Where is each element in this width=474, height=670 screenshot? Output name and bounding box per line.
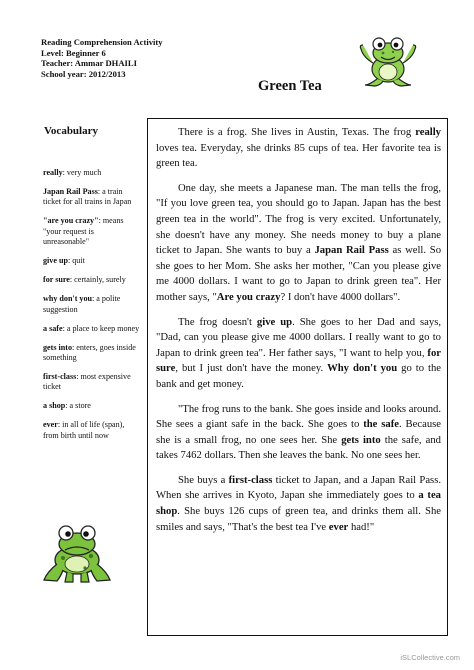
story-text: loves tea. Everyday, she drinks 85 cups of tea. Her favorite tea is green tea. bbox=[156, 142, 441, 170]
vocab-term: first-class bbox=[43, 372, 77, 382]
story-text: The frog doesn't bbox=[178, 316, 257, 328]
story-text: One day, she meets a Japanese man. The man tells the frog, "If you love green tea, you should go to Japan. Japan has the best green tea in the world". The frog is very excited. Unfortunately, she doesn't have any money. She needs money to buy a plane ticket to Japan. She wants to buy a bbox=[156, 182, 441, 257]
story-text: . She goes to her Dad and says, "Dad, can you please give me 4000 dollars. I really want to go to Japan to drink green tea". Her father says, "I want to help you, bbox=[156, 316, 441, 359]
story-text: . She buys 126 cups of green tea, and drinks them all. She smiles and says, "That's the best tea I've bbox=[156, 506, 441, 533]
vocab-definition: : in all of life (span), from birth until now bbox=[43, 420, 125, 440]
vocab-definition: : a store bbox=[65, 401, 91, 411]
story-paragraph-5 bbox=[156, 473, 441, 535]
story-text: had!" bbox=[348, 521, 375, 533]
story-text: ticket to Japan, and a Japan Rail Pass. When she arrives in Kyoto, Japan she immediately goes to bbox=[156, 474, 441, 502]
vocab-term: ever bbox=[43, 420, 58, 430]
vocab-definition: : a polite suggestion bbox=[43, 294, 121, 314]
vocab-entry bbox=[43, 420, 140, 441]
story-text: the safe, and takes 7462 dollars. Then she leaves the bank. No one sees her. bbox=[156, 434, 441, 462]
activity-name: Reading Comprehension Activity bbox=[41, 37, 163, 47]
vocab-entry bbox=[43, 401, 140, 411]
vocab-entry bbox=[43, 168, 140, 178]
story-text: as well. So she goes to her Mom. She asks her mother, "Can you please give me 4000 dollars. I want to go to Japan to drink green tea". Her mother says, " bbox=[156, 245, 442, 303]
vocab-highlight: Are you crazy bbox=[216, 291, 281, 303]
story-paragraph-4 bbox=[156, 402, 441, 464]
vocab-entry bbox=[43, 275, 140, 285]
vocabulary-list bbox=[43, 168, 140, 450]
story-text: She buys a bbox=[178, 474, 229, 486]
vocab-highlight: ever bbox=[328, 521, 349, 533]
vocab-entry bbox=[43, 216, 140, 247]
vocab-term: "are you crazy" bbox=[43, 216, 99, 226]
vocab-definition: : quit bbox=[67, 256, 85, 266]
story-title: Green Tea bbox=[258, 78, 322, 94]
vocab-entry bbox=[43, 256, 140, 266]
vocab-term: for sure bbox=[43, 275, 70, 285]
vocab-term: give up bbox=[43, 256, 68, 266]
worksheet-header bbox=[41, 37, 163, 79]
vocab-highlight: a tea shop bbox=[156, 490, 441, 518]
vocab-term: a safe bbox=[43, 323, 63, 333]
vocab-entry bbox=[43, 187, 140, 208]
level-line: Level: Beginner 6 bbox=[41, 47, 106, 58]
story-text: "The frog runs to the bank. She goes inside and looks around. She sees a giant safe in the back. She goes to bbox=[156, 403, 441, 431]
vocab-highlight: first-class bbox=[228, 474, 273, 486]
vocab-highlight: give up bbox=[256, 316, 293, 328]
vocab-highlight: Why don't you bbox=[327, 363, 398, 375]
story-text: . Because she is a small frog, no one sees her. She bbox=[156, 419, 442, 446]
story-box bbox=[147, 118, 448, 636]
story-paragraph-2 bbox=[156, 181, 441, 306]
story-text: There is a frog. She lives in Austin, Texas. The frog bbox=[178, 127, 416, 138]
vocab-definition: : very much bbox=[62, 168, 102, 177]
vocab-definition: : certainly, surely bbox=[69, 275, 126, 285]
vocab-term: Japan Rail Pass bbox=[43, 187, 98, 196]
vocab-definition: : a train ticket for all trains in Japan bbox=[43, 187, 132, 207]
frog-illustration-icon bbox=[357, 33, 419, 88]
vocabulary-heading: Vocabulary bbox=[44, 125, 98, 137]
story-text: go to the bank and get money. bbox=[156, 363, 441, 390]
vocab-entry bbox=[43, 372, 140, 393]
vocab-definition: : most expensive ticket bbox=[43, 372, 131, 392]
teacher-line: Teacher: Ammar DHAILI bbox=[41, 58, 137, 69]
vocab-entry bbox=[43, 294, 140, 315]
vocab-term: a shop bbox=[43, 401, 66, 411]
school-year-line: School year: 2012/2013 bbox=[41, 68, 126, 79]
story-text: ? I don't have 4000 dollars". bbox=[280, 291, 401, 303]
story-text: , but I just don't have the money. bbox=[175, 363, 328, 375]
vocab-definition: : means "your request is unreasonable" bbox=[43, 216, 124, 247]
vocab-highlight: Japan Rail Pass bbox=[314, 245, 389, 257]
vocab-highlight: really bbox=[415, 127, 441, 138]
story-paragraph-3 bbox=[156, 315, 441, 393]
vocab-entry bbox=[43, 324, 140, 334]
story-paragraph-1 bbox=[156, 125, 441, 172]
vocab-definition: : a place to keep money bbox=[62, 323, 140, 333]
vocab-term: gets into bbox=[43, 342, 72, 352]
vocab-highlight: for sure bbox=[156, 347, 441, 375]
vocab-highlight: the safe bbox=[363, 419, 400, 431]
site-watermark: iSLCollective.com bbox=[400, 653, 460, 662]
frog-cartoon-icon bbox=[41, 520, 113, 584]
vocab-term: really bbox=[43, 168, 63, 177]
vocab-definition: : enters, goes inside something bbox=[43, 342, 136, 363]
vocab-entry bbox=[43, 343, 140, 364]
vocab-term: why don't you bbox=[43, 294, 93, 304]
vocab-highlight: gets into bbox=[341, 434, 381, 446]
